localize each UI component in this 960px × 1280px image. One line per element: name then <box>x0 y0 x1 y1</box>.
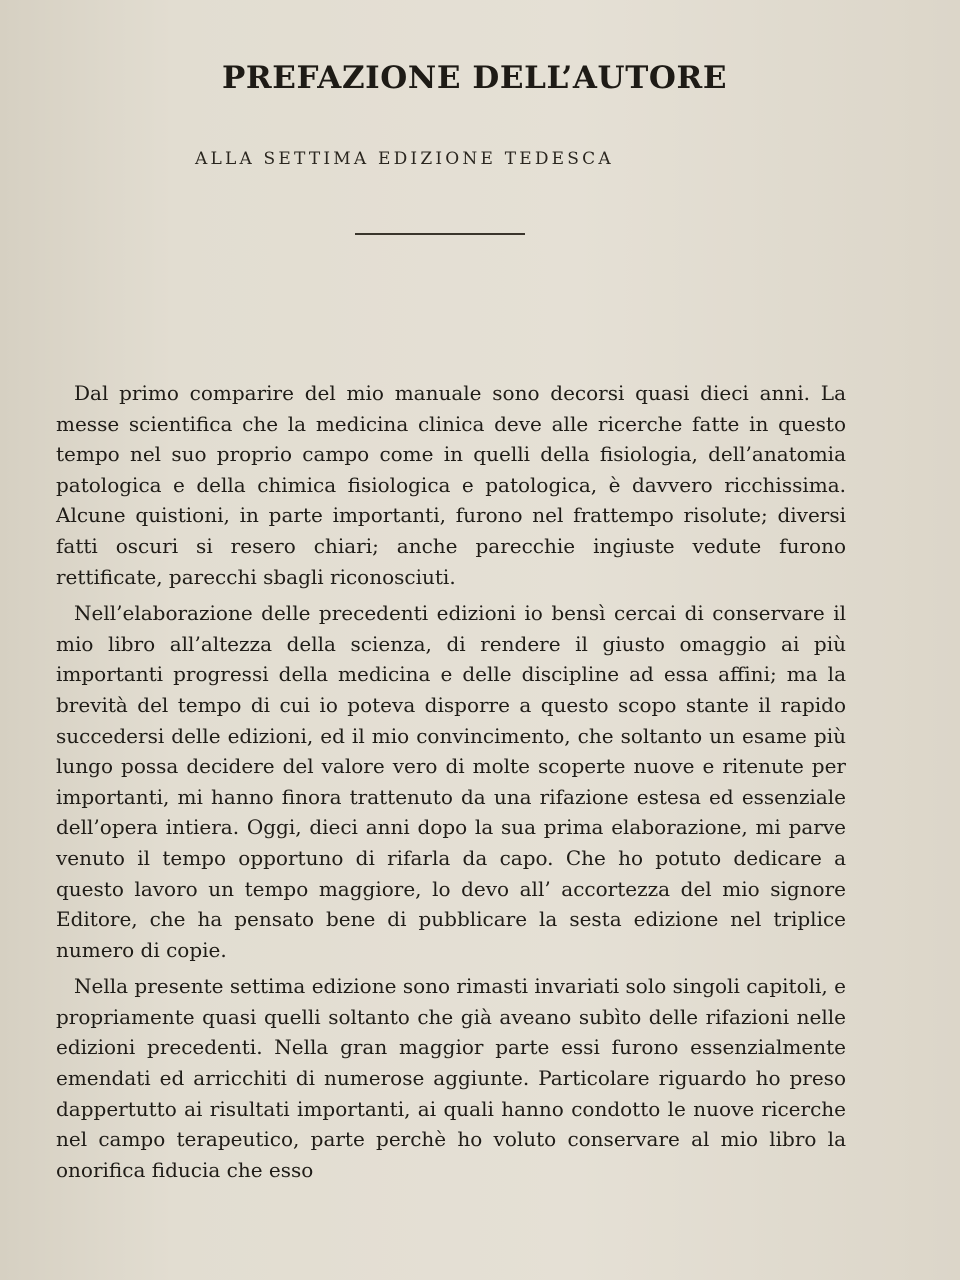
preface-subtitle: ALLA SETTIMA EDIZIONE TEDESCA <box>195 149 614 169</box>
paragraph-3: Nella presente settima edizione sono rimasti invariati solo singoli capitoli, e propriamente quasi quelli soltanto che già aveano subìto delle rifazioni nelle edizioni precedenti. Nella gran maggior parte essi furono essenzialmente emendati ed arricchiti di numerose aggiunte. Particolare riguardo ho preso dappertutto ai risultati importanti, ai quali hanno condotto le nuove ricerche nel campo terapeutico, parte perchè ho voluto conservare al mio libro la onorifica fiducia che esso <box>56 974 846 1182</box>
show-through-texture <box>560 0 960 370</box>
paragraph-1: Dal primo comparire del mio manuale sono decorsi quasi dieci anni. La messe scientifica che la medicina clinica deve alle ricerche fatte in questo tempo nel suo proprio campo come in quelli della fisiologia, dell’anatomia patologica e della chimica fisiologica e patologica, è davvero ricchissima. Alcune quistioni, in parte importanti, furono nel frattempo risolute; diversi fatti oscuri si resero chiari; anche parecchie ingiuste vedute furono rettificate, parecchi sbagli riconosciuti. <box>56 381 846 589</box>
title-divider <box>355 233 525 235</box>
preface-title: PREFAZIONE DELL’AUTORE <box>222 60 728 96</box>
paragraph-2: Nell’elaborazione delle precedenti edizioni io bensì cercai di conservare il mio libro all’altezza della scienza, di rendere il giusto omaggio ai più importanti progressi della medicina e delle discipline ad essa affini; ma la brevità del tempo di cui io poteva disporre a questo scopo stante il rapido succedersi delle edizioni, ed il mio convincimento, che soltanto un esame più lungo possa decidere del valore vero di molte scoperte nuove e ritenute per importanti, mi hanno finora trattenuto da una rifazione estesa ed essenziale dell’opera intiera. Oggi, dieci anni dopo la sua prima elaborazione, mi parve venuto il tempo opportuno di rifarla da capo. Che ho potuto dedicare a questo lavoro un tempo maggiore, lo devo all’ accortezza del mio signore Editore, che ha pensato bene di pubblicare la sesta edizione nel triplice numero di copie. <box>56 601 846 962</box>
preface-body <box>56 378 846 1191</box>
